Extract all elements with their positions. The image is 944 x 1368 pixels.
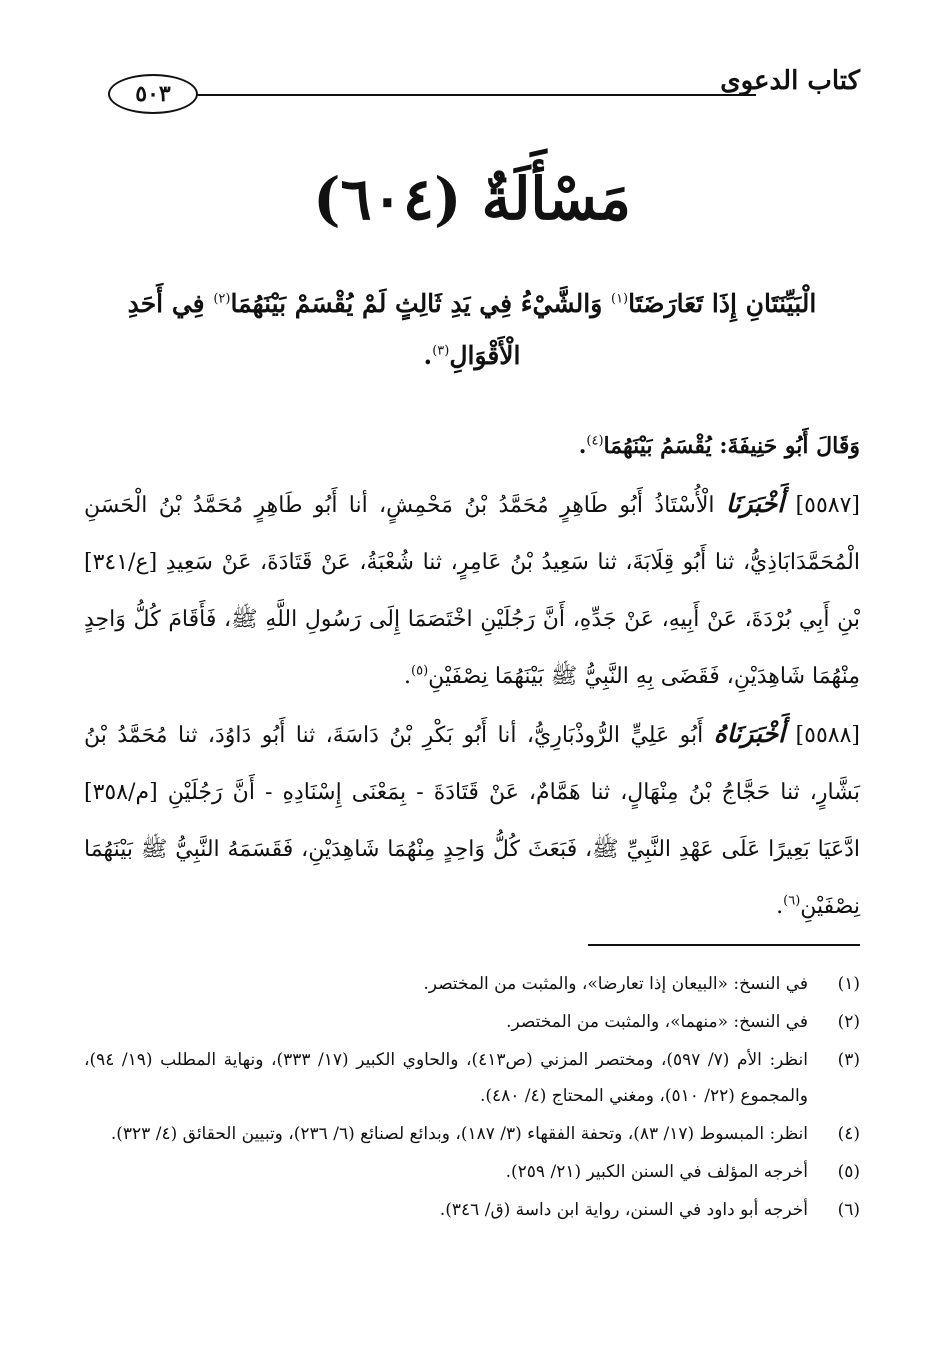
opinion-end: . [578,433,587,459]
footnote-ref-6: (٦) [783,893,801,909]
hadith-text: أَبُو عَلِيٍّ الرُّوذْبَارِيُّ، أنا أَبُو بَكْرِ بْنُ دَاسَةَ، ثنا أَبُو دَاوُدَ، ثنا مُحَمَّدُ بْنُ بَشَّارٍ، ثنا حَجَّاجُ بْنُ مِنْهَالٍ، ثنا هَمَّامٌ، عَنْ قَتَادَةَ - بِمَعْنَى إِسْنَادِهِ - أَنَّ رَجُلَيْنِ [م/٣٥٨] ادَّعَيَا بَعِيرًا عَلَى عَهْدِ النَّبِيِّ ﷺ، فَبَعَثَ كُلُّ وَاحِدٍ مِنْهُمَا شَاهِدَيْنِ، فَقَسَمَهُ النَّبِيُّ ﷺ بَيْنَهُمَا نِصْفَيْنِ [84,723,860,919]
footnote-number: (٤) [837,1124,860,1144]
footnote [84,1042,860,1114]
hadith-opening-word: أَخْبَرَنَا [725,489,785,518]
hadith-end: . [776,894,784,919]
issue-statement [84,278,860,382]
page-header [108,64,860,120]
opinion-text: وَقَالَ أَبُو حَنِيفَةَ: يُقْسَمُ بَيْنَهُمَا [603,433,860,459]
footnote-number: (٣) [837,1050,860,1070]
page-number: ٥٠٣ [108,74,198,114]
footnote-ref-1: (١) [610,291,629,307]
footnote-text: في النسخ: «منهما»، والمثبت من المختصر. [506,1012,808,1032]
statement-part-3: فِي أَحَدِ الْأَقْوَالِ [127,289,521,370]
hanafi-opinion [84,418,860,475]
footnote [84,1154,860,1190]
hadith-5588 [84,705,860,935]
hadith-number: [٥٥٨٧] [795,493,860,518]
hadith-end: . [404,664,411,689]
statement-part-2: وَالشَّيْءُ فِي يَدِ ثَالِثٍ لَمْ يُقْسَمْ بَيْنَهُمَا [230,289,611,318]
footnote-ref-3: (٣) [432,343,450,359]
footnote-text: انظر: المبسوط (١٧/ ٨٣)، وتحفة الفقهاء (٣/ ١٨٧)، وبدائع لصنائع (٦/ ٢٣٦)، وتبيين الحقائق (٤/ ٣٢٣). [110,1124,808,1144]
footnote-number: (٥) [837,1162,860,1182]
footnote-number: (٢) [837,1012,860,1032]
footnote-separator [588,944,860,946]
footnote-ref-5: (٥) [411,663,429,679]
footnote-ref-2: (٢) [213,291,231,307]
statement-end: . [423,341,433,370]
hadith-number: [٥٥٨٨] [795,723,860,748]
header-rule [196,94,756,96]
footnote [84,1192,860,1228]
statement-part-1: الْبَيِّنَتَانِ إِذَا تَعَارَضَتَا [628,289,817,318]
footnote-ref-4: (٤) [586,433,604,449]
footnote [84,966,860,1002]
footnote [84,1116,860,1152]
running-title: كتاب الدعوى [720,66,860,96]
issue-title: مَسْأَلَةٌ (٦٠٤) [313,165,631,233]
footnote-text: في النسخ: «البيعان إذا تعارضا»، والمثبت من المختصر. [423,974,808,994]
footnotes [84,966,860,1230]
footnote-number: (١) [837,974,860,994]
footnote-text: انظر: الأم (٧/ ٥٩٧)، ومختصر المزني (ص٤١٣)، والحاوي الكبير (١٧/ ٣٣٣)، ونهاية المطلب (١٩/ ٩٤)، والمجموع (٢٢/ ٥١٠)، ومغني المحتاج (٤/ ٤٨٠). [84,1050,808,1106]
body-text [84,418,860,935]
footnote-number: (٦) [837,1200,860,1220]
hadith-text: الْأُسْتَاذُ أَبُو طَاهِرٍ مُحَمَّدُ بْنُ مَحْمِشٍ، أنا أَبُو طَاهِرٍ مُحَمَّدُ بْنُ الْحَسَنِ الْمُحَمَّدَابَاذِيُّ، ثنا أَبُو قِلَابَةَ، ثنا سَعِيدُ بْنُ عَامِرٍ، ثنا شُعْبَةُ، عَنْ قَتَادَةَ، عَنْ سَعِيدِ [ع/٣٤١] بْنِ أَبِي بُرْدَةَ، عَنْ أَبِيهِ، عَنْ جَدِّهِ، أَنَّ رَجُلَيْنِ اخْتَصَمَا إِلَى رَسُولِ اللَّهِ ﷺ، فَأَقَامَ كُلُّ وَاحِدٍ مِنْهُمَا شَاهِدَيْنِ، فَقَضَى بِهِ النَّبِيُّ ﷺ بَيْنَهُمَا نِصْفَيْنِ [84,493,860,689]
footnote-text: أخرجه المؤلف في السنن الكبير (٢١/ ٢٥٩). [505,1162,808,1182]
footnote [84,1004,860,1040]
footnote-text: أخرجه أبو داود في السنن، رواية ابن داسة (ق/ ٣٤٦). [439,1200,808,1220]
hadith-5587 [84,475,860,705]
hadith-opening-word: أَخْبَرَنَاهُ [713,719,786,748]
